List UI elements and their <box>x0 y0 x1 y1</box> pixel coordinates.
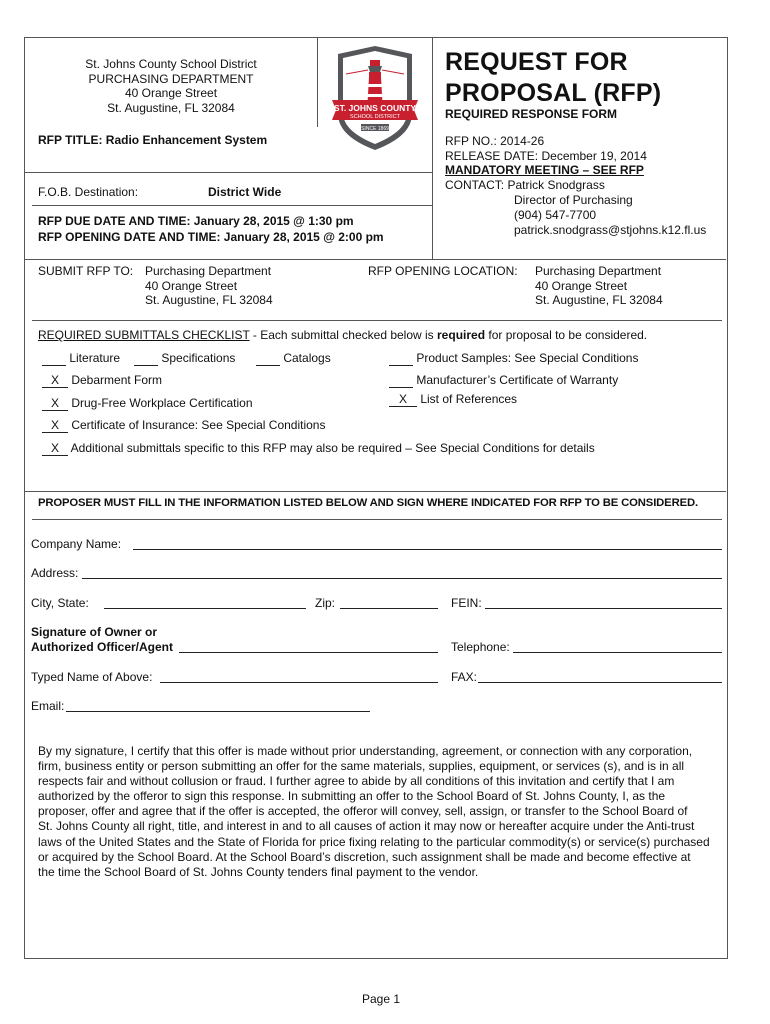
logo-banner-line1: ST. JOHNS COUNTY <box>333 103 417 113</box>
typed-name-input[interactable] <box>160 682 438 683</box>
certification-line: firm, business entity or person submitting an offer for the same materials, supplies, equipment, or services (s), and is in all <box>38 759 685 774</box>
telephone-label: Telephone: <box>451 640 510 654</box>
checkbox-debarment[interactable]: X <box>42 374 68 388</box>
checkbox-product-samples[interactable] <box>389 352 413 366</box>
page-number: Page 1 <box>362 992 401 1006</box>
opening-location-label: RFP OPENING LOCATION: <box>368 264 518 278</box>
checklist-item-warranty[interactable] <box>389 373 618 388</box>
certification-line: the time the School Board of St. Johns County tenders final payment to the vendor. <box>38 864 479 879</box>
rfp-title: RFP TITLE: Radio Enhancement System <box>38 133 268 147</box>
certification-line: or acquired by the School Board. At the School Board’s discretion, such assignment shall be made and become effective at <box>38 849 691 864</box>
checklist-heading-text: - Each submittal checked below is <box>249 328 438 342</box>
checklist-item-references[interactable] <box>389 392 517 407</box>
checkbox-drug-free[interactable]: X <box>42 397 68 411</box>
certification-line: By my signature, I certify that this offer is made without prior understanding, agreement, or connection with any corporation, <box>38 744 693 758</box>
checkbox-catalogs[interactable] <box>256 352 280 366</box>
checklist-item-additional[interactable] <box>42 441 595 456</box>
logo-since: SINCE 1869 <box>361 126 389 132</box>
submit-divider <box>24 259 726 260</box>
fob-value: District Wide <box>208 185 282 199</box>
fein-input[interactable] <box>485 608 722 609</box>
checklist-label: Specifications <box>161 351 236 365</box>
checklist-label: Manufacturer’s Certificate of Warranty <box>416 373 619 387</box>
contact-phone: (904) 547-7700 <box>514 208 597 222</box>
email-label: Email: <box>31 699 65 713</box>
form-title-line1: REQUEST FOR <box>445 48 628 76</box>
opening-location-line: 40 Orange Street <box>535 278 628 293</box>
signature-label-line1: Signature of Owner or <box>31 625 158 639</box>
checkbox-references[interactable]: X <box>389 393 417 407</box>
certification-line: laws of the United States and the State of Florida for price fixing relating to the particular commodity(s) or service(s) purchased <box>38 834 710 849</box>
logo-banner-line2: SCHOOL DISTRICT <box>350 114 400 120</box>
fax-input[interactable] <box>478 682 722 683</box>
fein-label: FEIN: <box>451 596 482 610</box>
certification-line: authorized by the offeror to sign this response. In submitting an offer to the School Board of St. Johns County, I, as the <box>38 789 666 804</box>
checklist-label: Certificate of Insurance: See Special Conditions <box>71 418 326 432</box>
checklist-heading-required: required <box>437 328 486 342</box>
district-address <box>60 57 282 115</box>
checklist-label: Drug-Free Workplace Certification <box>71 396 253 410</box>
district-logo <box>330 44 420 152</box>
checklist-label: Additional submittals specific to this RFP may also be required – See Special Conditions for details <box>70 441 595 455</box>
checklist-divider <box>32 320 722 321</box>
certification-line: proposer, offer and agree that if the offer is accepted, the offeror will convey, sell, assign, or transfer to the School Board of <box>38 804 688 819</box>
checklist-item-debarment[interactable] <box>42 373 162 388</box>
submit-to-line: Purchasing Department <box>145 264 272 278</box>
email-input[interactable] <box>66 711 370 712</box>
contact-email: patrick.snodgrass@stjohns.k12.fl.us <box>514 223 707 237</box>
checklist-label: List of References <box>420 392 518 406</box>
lighthouse-logo-icon <box>330 44 420 152</box>
checkbox-literature[interactable] <box>42 352 66 366</box>
proposer-divider-bottom <box>32 519 722 520</box>
opening-location-line: St. Augustine, FL 32084 <box>535 293 663 307</box>
district-street: 40 Orange Street <box>124 86 218 100</box>
address-input[interactable] <box>82 578 722 579</box>
checklist-item-drug-free[interactable] <box>42 396 253 411</box>
zip-input[interactable] <box>340 608 438 609</box>
checkbox-additional[interactable]: X <box>42 442 68 456</box>
checklist-item-product-samples[interactable] <box>389 351 638 366</box>
submit-to-line: St. Augustine, FL 32084 <box>145 293 273 307</box>
header-divider-vertical <box>317 37 318 127</box>
zip-label: Zip: <box>315 596 336 610</box>
department-name: PURCHASING DEPARTMENT <box>88 71 254 86</box>
checklist-item-catalogs[interactable] <box>256 351 331 366</box>
rfp-opening-date: RFP OPENING DATE AND TIME: January 28, 2015 @ 2:00 pm <box>38 230 384 244</box>
submit-to-label: SUBMIT RFP TO: <box>38 264 134 278</box>
checklist-item-specifications[interactable] <box>134 351 235 366</box>
certification-line: respects fair and without collusion or fraud. I further agree to abide by all conditions of this invitation and certify that I am <box>38 774 675 789</box>
signature-label-line2: Authorized Officer/Agent <box>31 640 174 654</box>
checklist-label: Debarment Form <box>71 373 163 387</box>
checklist-label: Catalogs <box>283 351 331 365</box>
city-state-input[interactable] <box>104 608 306 609</box>
checklist-item-literature[interactable] <box>42 351 120 366</box>
release-date: RELEASE DATE: December 19, 2014 <box>445 149 647 163</box>
opening-location-line: Purchasing Department <box>535 264 662 278</box>
checklist-label: Literature <box>69 351 121 365</box>
form-subtitle: REQUIRED RESPONSE FORM <box>445 107 618 121</box>
opening-location-address <box>535 264 663 308</box>
telephone-input[interactable] <box>513 652 722 653</box>
rfp-number: RFP NO.: 2014-26 <box>445 134 545 148</box>
fob-divider <box>24 172 432 173</box>
company-name-label: Company Name: <box>31 537 122 551</box>
checklist-heading-text-end: for proposal to be considered. <box>485 328 648 342</box>
checklist-item-insurance[interactable] <box>42 418 325 433</box>
form-title-line2: PROPOSAL (RFP) <box>445 79 662 107</box>
certification-line: St. Johns County all right, title, and interest in and to all causes of action it may now or hereafter acquire under the Anti-trust <box>38 819 695 834</box>
certification-paragraph <box>38 744 726 880</box>
city-state-label: City, State: <box>31 596 89 610</box>
fob-label: F.O.B. Destination: <box>38 185 139 199</box>
contact-title: Director of Purchasing <box>514 193 633 207</box>
dates-divider <box>32 205 432 206</box>
checkbox-insurance[interactable]: X <box>42 419 68 433</box>
rfp-due-date: RFP DUE DATE AND TIME: January 28, 2015 @ 1:30 pm <box>38 214 354 228</box>
checkbox-warranty[interactable] <box>389 374 413 388</box>
fax-label: FAX: <box>451 670 478 684</box>
signature-input[interactable] <box>179 652 438 653</box>
address-label: Address: <box>31 566 79 580</box>
checklist-heading <box>38 328 647 342</box>
district-name: St. Johns County School District <box>85 57 257 71</box>
proposer-divider-top <box>24 491 726 492</box>
district-city: St. Augustine, FL 32084 <box>107 100 235 115</box>
mandatory-meeting: MANDATORY MEETING – SEE RFP <box>445 163 644 177</box>
header-divider-vertical-2 <box>432 37 433 259</box>
company-name-input[interactable] <box>133 549 722 550</box>
proposer-instruction: PROPOSER MUST FILL IN THE INFORMATION LISTED BELOW AND SIGN WHERE INDICATED FOR RFP TO BE CONSIDERED. <box>38 497 698 509</box>
typed-name-label: Typed Name of Above: <box>31 670 153 684</box>
submit-to-line: 40 Orange Street <box>145 278 238 293</box>
checkbox-specifications[interactable] <box>134 352 158 366</box>
checklist-heading-title: REQUIRED SUBMITTALS CHECKLIST <box>38 328 250 342</box>
submit-to-address <box>145 264 273 308</box>
contact-name: CONTACT: Patrick Snodgrass <box>445 178 605 192</box>
checklist-label: Product Samples: See Special Conditions <box>416 351 639 365</box>
